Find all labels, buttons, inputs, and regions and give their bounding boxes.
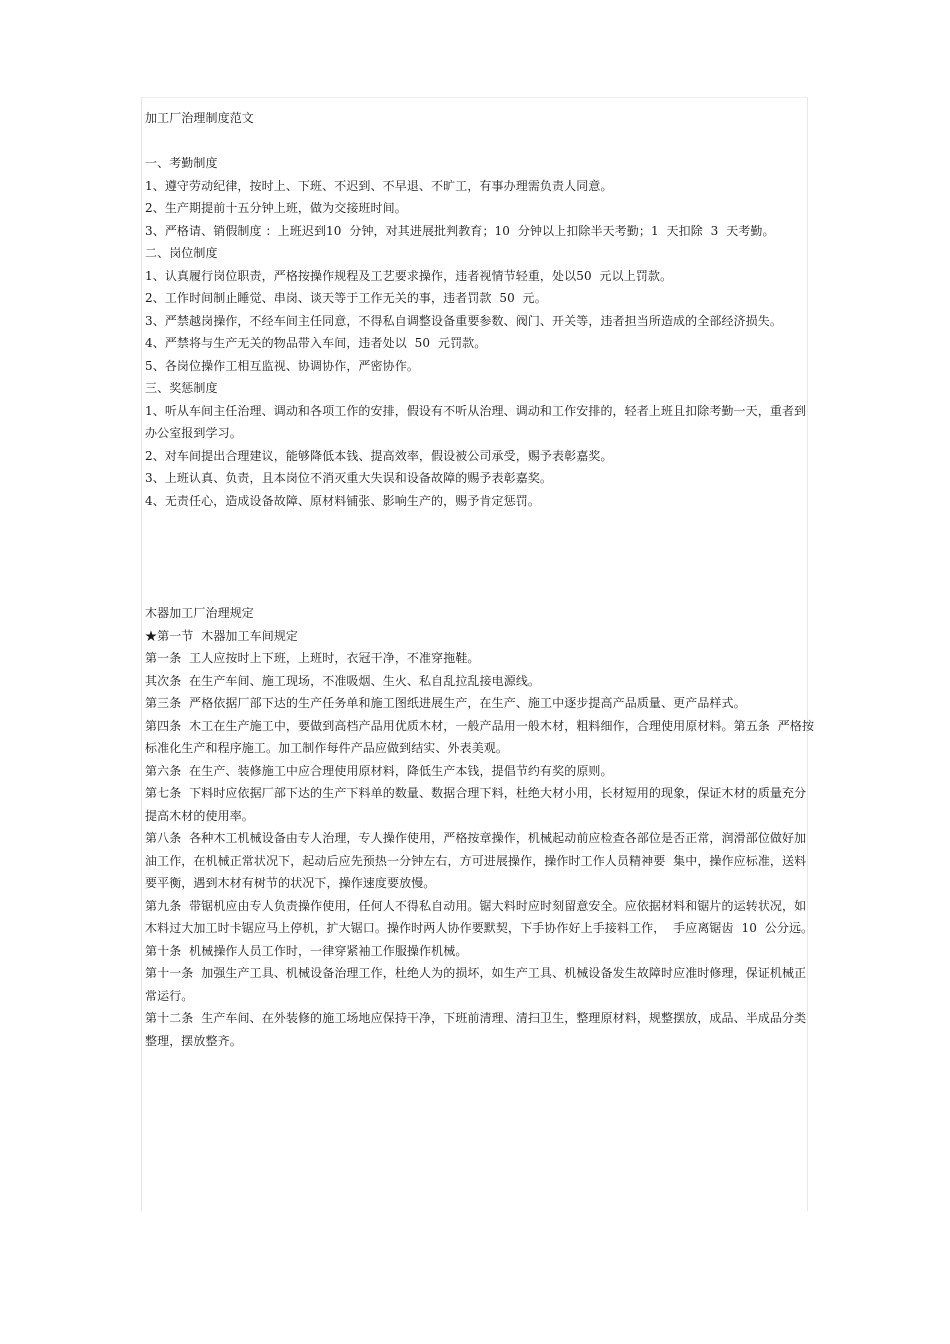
doc2-section-heading: ★第一节 木器加工车间规定 bbox=[145, 628, 299, 643]
doc1-section1-item-2: 2、生产期提前十五分钟上班，做为交接班时间。 bbox=[145, 201, 407, 215]
article-12: 第十二条 生产车间、在外装修的施工场地应保持干净，下班前清理、清扫卫生，整理原材料，规整摆放，成品、半成品分类整理，摆放整齐。 bbox=[145, 1011, 807, 1048]
doc1-section3-item-3: 3、上班认真、负责，且本岗位不消灭重大失误和设备故障的赐予表彰嘉奖。 bbox=[145, 471, 553, 485]
doc1-section3-item-4: 4、无责任心，造成设备故障、原材料铺张、影响生产的，赐予肯定惩罚。 bbox=[145, 493, 540, 508]
spacer bbox=[145, 130, 815, 153]
spacer bbox=[145, 512, 815, 602]
article-6: 第六条 在生产、装修施工中应合理使用原材料，降低生产本钱，提倡节约有奖的原则。 bbox=[145, 763, 613, 778]
doc1-section2-item-3: 3、严禁越岗操作，不经车间主任同意，不得私自调整设备重要参数、阀门、开关等，违者担当所造成的全部经济损失。 bbox=[145, 313, 782, 328]
article-10: 第十条 机械操作人员工作时，一律穿紧袖工作服操作机械。 bbox=[145, 943, 468, 958]
doc1-title: 加工厂治理制度范文 bbox=[145, 111, 254, 125]
doc1-section3-item-1: 1、听从车间主任治理、调动和各项工作的安排，假设有不听从治理、调动和工作安排的，轻者上班且扣除考勤一天，重者到办公室报到学习。 bbox=[145, 403, 807, 440]
doc1-section2-item-1: 1、认真履行岗位职责，严格按操作规程及工艺要求操作，违者视情节轻重，处以50 元以上罚款。 bbox=[145, 268, 673, 283]
doc1-section2-item-4: 4、严禁将与生产无关的物品带入车间，违者处以 50 元罚款。 bbox=[145, 336, 487, 350]
doc1-section2-heading: 二、岗位制度 bbox=[145, 246, 218, 260]
doc1-section1-item-3: 3、严格请、销假制度 ：上班迟到10 分钟，对其进展批判教育；10 分钟以上扣除半天考勤；1 天扣除 3 天考勤。 bbox=[145, 223, 775, 238]
article-11: 第十一条 加强生产工具、机械设备治理工作，杜绝人为的损坏，如生产工具、机械设备发生故障时应准时修理，保证机械正常运行。 bbox=[145, 966, 807, 1003]
article-8: 第八条 各种木工机械设备由专人治理，专人操作使用，严格按章操作，机械起动前应检查各部位是否正常，润滑部位做好加油工作，在机械正常状况下，起动后应先预热一分钟左右，方可进展操作，操作时工作人员精神要 集中，操作应标准，送料要平衡，遇到木材有树节的状况下，操作速度要放慢。 bbox=[145, 831, 807, 890]
article-3: 第三条 严格依据厂部下达的生产任务单和施工图纸进展生产，在生产、施工中逐步提高产品质量、更产品样式。 bbox=[145, 696, 746, 710]
article-1: 第一条 工人应按时上下班，上班时，衣冠干净，不准穿拖鞋。 bbox=[145, 651, 480, 665]
doc1-section2-item-2: 2、工作时间制止睡觉、串岗、谈天等于工作无关的事，违者罚款 50 元。 bbox=[145, 291, 547, 305]
doc1-section1-heading: 一、考勤制度 bbox=[145, 156, 218, 170]
article-4-5: 第四条 木工在生产施工中，要做到高档产品用优质木材，一般产品用一般木材，粗料细作，合理使用原材料。第五条 严格按标准化生产和程序施工。加工制作每件产品应做到结实、外表美观。 bbox=[145, 718, 815, 755]
article-9: 第九条 带锯机应由专人负责操作使用，任何人不得私自动用。锯大料时应时刻留意安全。应依据材料和锯片的运转状况，如木料过大加工时卡锯应马上停机，扩大锯口。操作时两人协作要默契，下手协作好上手接料工作， 手应离锯齿 10 公分远。 bbox=[145, 898, 814, 935]
article-7: 第七条 下料时应依据厂部下达的生产下料单的数量、数据合理下料，杜绝大材小用，长材短用的现象，保证木材的质量充分提高木材的使用率。 bbox=[145, 786, 807, 823]
doc1-section3-item-2: 2、对车间提出合理建议，能够降低本钱、提高效率，假设被公司承受，赐予表彰嘉奖。 bbox=[145, 448, 613, 463]
doc1-section3-heading: 三、奖惩制度 bbox=[145, 381, 218, 395]
doc1-section1-item-1: 1、遵守劳动纪律，按时上、下班、不迟到、不早退、不旷工，有事办理需负责人同意。 bbox=[145, 178, 613, 193]
doc1-section2-item-5: 5、各岗位操作工相互监视、协调协作，严密协作。 bbox=[145, 358, 419, 373]
doc2-title: 木器加工厂治理规定 bbox=[145, 606, 254, 620]
article-2: 其次条 在生产车间、施工现场，不准吸烟、生火、私自乱拉乱接电源线。 bbox=[145, 673, 541, 688]
document-body bbox=[145, 107, 815, 1052]
